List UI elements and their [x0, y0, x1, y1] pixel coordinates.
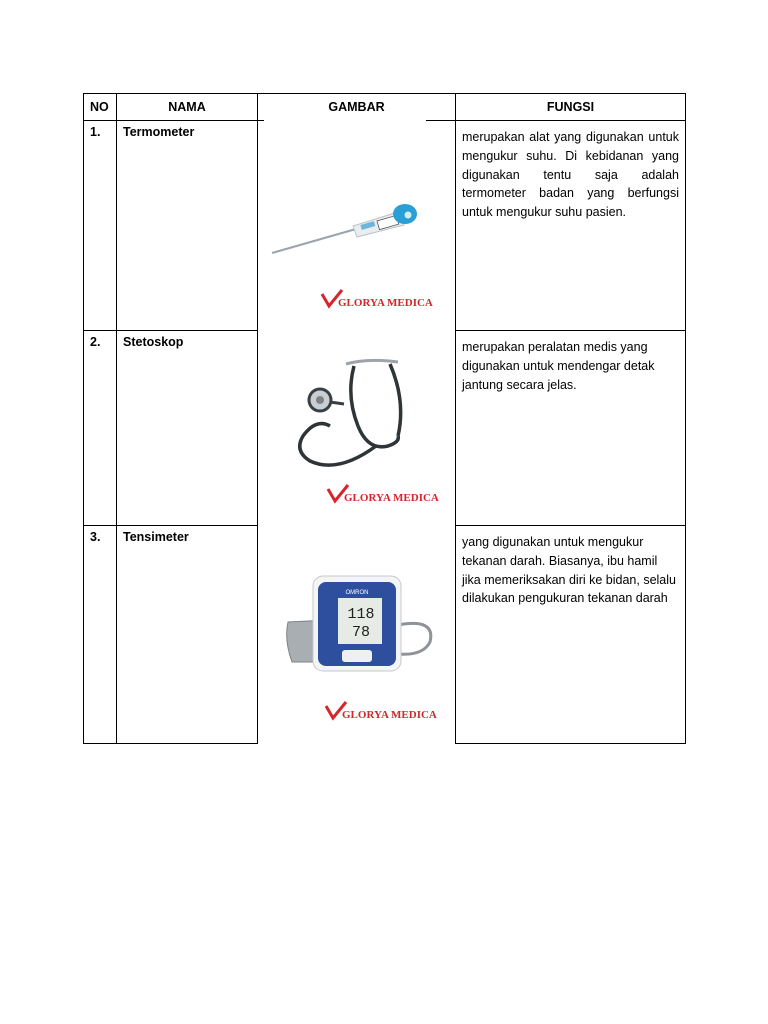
thermometer-image [258, 171, 455, 291]
header-nama: NAMA [117, 94, 258, 121]
row-name: Termometer [117, 121, 258, 331]
svg-text:GLORYA MEDICA: GLORYA MEDICA [342, 708, 437, 721]
glorya-logo [258, 698, 455, 726]
svg-text:OMRON: OMRON [345, 589, 369, 596]
image-cell [258, 526, 456, 744]
row-number: 3. [84, 526, 117, 744]
stethoscope-image [258, 356, 455, 476]
svg-text:GLORYA MEDICA: GLORYA MEDICA [338, 297, 433, 309]
row-function: merupakan peralatan medis yang digunakan untuk mendengar detak jantung secara jelas. [456, 331, 686, 526]
header-fungsi: FUNGSI [456, 94, 686, 121]
svg-text:GLORYA MEDICA: GLORYA MEDICA [344, 491, 439, 504]
svg-text:78: 78 [351, 623, 371, 641]
row-function: yang digunakan untuk mengukur tekanan darah. Biasanya, ibu hamil jika memeriksakan diri ke bidan, selalu dilakukan pengukuran tekanan darah [456, 526, 686, 744]
image-cell [258, 121, 456, 331]
image-overlap [264, 330, 440, 332]
table-row [84, 121, 686, 331]
table-row [84, 331, 686, 526]
table-row [84, 526, 686, 744]
glorya-logo [258, 481, 455, 509]
glorya-logo [258, 286, 455, 314]
equipment-table [83, 93, 686, 744]
row-number: 1. [84, 121, 117, 331]
row-function: merupakan alat yang digunakan untuk mengukur suhu. Di kebidanan yang digunakan tentu saja adalah termometer badan yang berfungsi untuk mengukur suhu pasien. [456, 121, 686, 331]
image-overlap [264, 525, 448, 527]
header-no: NO [84, 94, 117, 121]
image-cell [258, 331, 456, 526]
row-name: Tensimeter [117, 526, 258, 744]
blood-pressure-monitor-image [258, 570, 455, 680]
row-number: 2. [84, 331, 117, 526]
row-name: Stetoskop [117, 331, 258, 526]
image-overlap [264, 120, 426, 122]
header-gambar: GAMBAR [258, 94, 456, 121]
table-header-row [84, 94, 686, 121]
svg-text:118: 118 [347, 605, 375, 623]
